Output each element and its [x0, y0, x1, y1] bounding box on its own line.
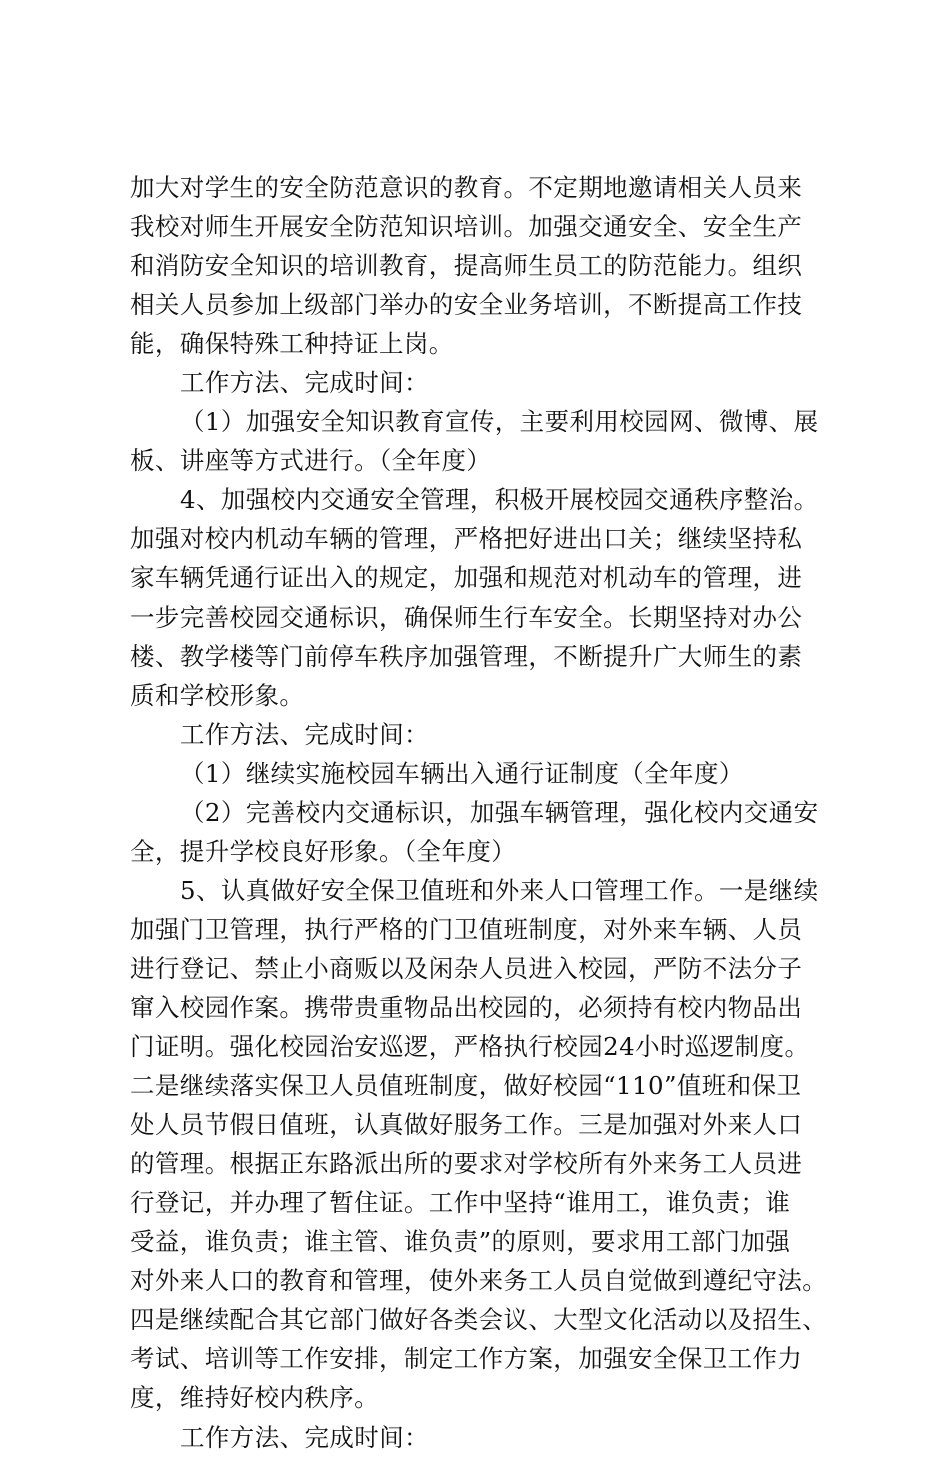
text-line: 加强门卫管理，执行严格的门卫值班制度，对外来车辆、人员 [130, 914, 803, 944]
list-item: （1）加强安全知识教育宣传，主要利用校园网、微博、展 [180, 407, 819, 437]
text-line: 一步完善校园交通标识，确保师生行车安全。长期坚持对办公 [130, 602, 803, 632]
body-text [130, 168, 850, 1457]
section-heading: 工作方法、完成时间： [180, 368, 429, 398]
text-line: 处人员节假日值班，认真做好服务工作。三是加强对外来人口 [130, 1110, 803, 1140]
text-line: 窜入校园作案。携带贵重物品出校园的，必须持有校内物品出 [130, 992, 803, 1022]
text-line: 对外来人口的教育和管理，使外来务工人员自觉做到遵纪守法。 [130, 1266, 828, 1296]
text-line: 我校对师生开展安全防范知识培训。加强交通安全、安全生产 [130, 212, 803, 242]
text-line: 板、讲座等方式进行。（全年度） [130, 446, 492, 476]
text-line: 进行登记、禁止小商贩以及闲杂人员进入校园，严防不法分子 [130, 953, 803, 983]
text-line: 的管理。根据正东路派出所的要求对学校所有外来务工人员进 [130, 1149, 803, 1179]
text-line: 和消防安全知识的培训教育，提高师生员工的防范能力。组织 [130, 251, 803, 281]
text-line: 加大对学生的安全防范意识的教育。不定期地邀请相关人员来 [130, 173, 803, 202]
text-line: 行登记，并办理了暂住证。工作中坚持“谁用工，谁负责；谁 [130, 1188, 791, 1218]
text-line: 相关人员参加上级部门举办的安全业务培训，不断提高工作技 [130, 290, 803, 320]
text-line: 能，确保特殊工种持证上岗。 [130, 329, 454, 359]
text-line: 家车辆凭通行证出入的规定，加强和规范对机动车的管理，进 [130, 563, 803, 593]
text-line: 楼、教学楼等门前停车秩序加强管理，不断提升广大师生的素 [130, 641, 803, 671]
text-line: 全，提升学校良好形象。（全年度） [130, 836, 517, 866]
paragraph-start: 4、加强校内交通安全管理，积极开展校园交通秩序整治。 [180, 485, 819, 515]
section-heading: 工作方法、完成时间： [180, 1422, 429, 1452]
list-item: （2）完善校内交通标识，加强车辆管理，强化校内交通安 [180, 797, 819, 827]
text-line: 加强对校内机动车辆的管理，严格把好进出口关；继续坚持私 [130, 524, 803, 554]
paragraph-start: 5、认真做好安全保卫值班和外来人口管理工作。一是继续 [180, 875, 819, 905]
section-heading: 工作方法、完成时间： [180, 719, 429, 749]
list-item: （1）继续实施校园车辆出入通行证制度（全年度） [180, 758, 744, 788]
text-line: 质和学校形象。 [130, 680, 305, 710]
text-line: 受益，谁负责；谁主管、谁负责”的原则，要求用工部门加强 [130, 1227, 791, 1257]
text-line: 门证明。强化校园治安巡逻，严格执行校园24小时巡逻制度。 [130, 1032, 810, 1062]
text-line: 度，维持好校内秩序。 [130, 1383, 379, 1413]
text-line: 二是继续落实保卫人员值班制度，做好校园“110”值班和保卫 [130, 1071, 802, 1101]
text-line: 考试、培训等工作安排，制定工作方案，加强安全保卫工作力 [130, 1344, 803, 1374]
text-line: 四是继续配合其它部门做好各类会议、大型文化活动以及招生、 [130, 1305, 828, 1335]
